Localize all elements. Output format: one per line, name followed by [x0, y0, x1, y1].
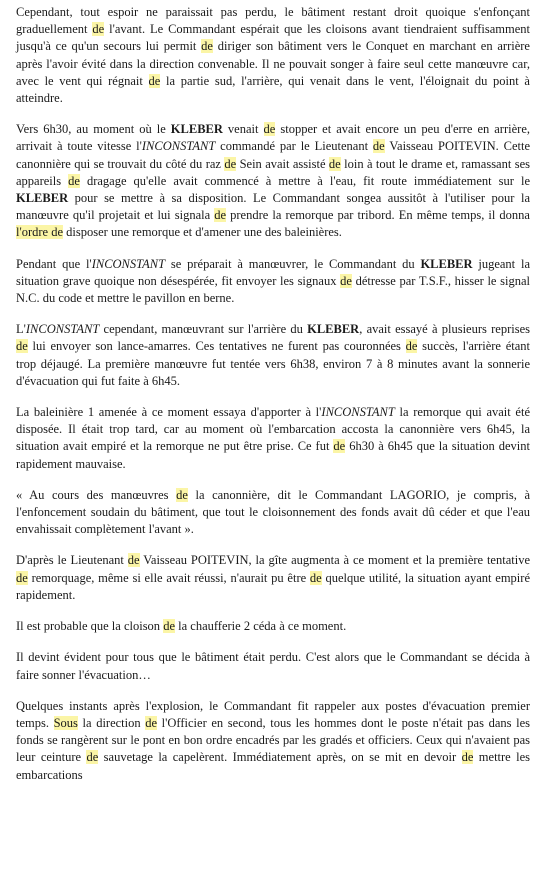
text-run: Vers 6h30, au moment où le — [16, 122, 171, 137]
highlighted-word: de — [461, 750, 474, 765]
text-run: Vaisseau POITEVIN, la gîte augmenta à ce moment et la première tentative — [139, 553, 530, 568]
text-run: Vaisseau POITEVIN. Cette canonnière qui se trouvait du côté du raz — [16, 139, 530, 171]
text-run: remorquage, même si elle avait réussi, n'aurait pu être — [27, 570, 310, 585]
text-run: détresse par T.S.F., hisser le signal N.C. du code et mettre le pavillon en berne. — [16, 273, 530, 306]
paragraph — [16, 618, 530, 635]
highlighted-word: de — [340, 273, 352, 288]
text-run: Pendant que l' — [16, 256, 92, 271]
ship-name-bold: KLEBER — [307, 322, 360, 337]
text-run: stopper et avait encore un peu d'erre en arrière, arrivait à toute vitesse l' — [16, 122, 530, 154]
text-run: disposer une remorque et d'amener une des baleinières. — [63, 225, 342, 240]
highlighted-word: de — [201, 39, 213, 54]
highlighted-word: de — [68, 173, 80, 188]
text-run: succès, l'arrière étant trop déjaugé. La première manœuvre fut tentée vers 6h38, environ 7 à 8 minutes avant la sonnerie d'évacuation qui fut faite à 6h45. — [16, 339, 530, 388]
highlighted-word: de — [328, 156, 341, 171]
text-run: dragage qu'elle avait commencé à mettre à l'eau, fit route immédiatement sur le — [79, 173, 530, 188]
text-run: quelque utilité, la situation ayant empiré rapidement. — [16, 570, 530, 602]
text-run: la canonnière, dit le Commandant LAGORIO, je compris, à l'enfoncement soudain du bâtiment, que tout le cloisonnement des fonds avait dû céder et que l'eau envahissait complètement l'avant ». — [16, 487, 530, 537]
highlighted-word: de — [176, 487, 188, 502]
text-run: sauvetage la capelèrent. Immédiatement après, on se mit en devoir — [98, 750, 462, 765]
paragraph — [16, 321, 530, 390]
paragraph — [16, 649, 530, 683]
ship-name-italic: INCONSTANT — [321, 405, 395, 420]
text-run: la partie sud, l'arrière, qui venait dans le vent, l'éloignait du point à atteindre. — [16, 73, 530, 106]
ship-name-italic: INCONSTANT — [141, 139, 216, 154]
text-run: lui envoyer son lance-amarres. Ces tentatives ne furent pas couronnées — [27, 339, 406, 354]
highlighted-word: de — [92, 22, 105, 37]
text-run: prendre la remorque par tribord. En même temps, il donna — [226, 208, 530, 223]
paragraph — [16, 698, 530, 784]
ship-name-bold: KLEBER — [420, 256, 473, 271]
text-run: l'avant. Le Commandant espérait que les cloisons avant tiendraient suffisamment jusqu'à ce qu'un secours lui permit — [16, 22, 531, 54]
text-run: 6h30 à 6h45 que la situation devint rapidement mauvaise. — [16, 439, 530, 471]
paragraph — [16, 256, 530, 308]
text-run: « Au cours des manœuvres — [16, 487, 177, 502]
highlighted-word: de — [263, 122, 276, 137]
text-run: , avait essayé à plusieurs reprises — [359, 322, 530, 337]
text-run: L' — [16, 322, 26, 337]
highlighted-word: de — [148, 73, 161, 88]
text-run: l'Officier en second, tous les hommes dont le poste n'était pas dans les fonds se rangèrent sur le pont en bon ordre encadrés par les gradés et officiers. Ceux qui n'avaient pas leur ceinture — [16, 715, 530, 765]
paragraph — [16, 487, 530, 539]
ship-name-italic: INCONSTANT — [91, 256, 166, 271]
highlighted-word: Sous — [53, 715, 78, 730]
text-run: loin à tout le drame et, ramassant ses appareils — [16, 156, 531, 188]
text-run: diriger son bâtiment vers le Conquet en marchant en arrière après l'avoir évité dans la direction convenable. Il ne pouvait songer à faire seul cette manœuvre car, avec le vent qui régnait — [16, 39, 530, 88]
text-run: venait — [222, 122, 264, 137]
text-run: Quelques instants après l'explosion, le Commandant fit rappeler aux postes d'évacuation premier temps. — [16, 698, 530, 730]
highlighted-word: de — [372, 139, 385, 154]
highlighted-word: de — [127, 553, 140, 568]
highlighted-word: de — [16, 339, 28, 354]
paragraph — [16, 404, 530, 473]
paragraph — [16, 121, 530, 241]
text-run: pour se mettre à sa disposition. Le Commandant songea aussitôt à l'utiliser pour la manœuvre qu'il projetait et lui signala — [16, 191, 530, 223]
highlighted-word: de — [163, 619, 175, 634]
text-run: Il devint évident pour tous que le bâtiment était perdu. C'est alors que le Commandant se décida à faire sonner l'évacuation… — [16, 650, 530, 682]
paragraph — [16, 552, 530, 604]
text-run: Cependant, tout espoir ne paraissait pas perdu, le bâtiment restant droit quoique s'enfonçant graduellement — [16, 5, 530, 37]
highlighted-word: l'ordre de — [16, 225, 64, 240]
text-run: La baleinière 1 amenée à ce moment essaya d'apporter à l' — [16, 405, 322, 420]
ship-name-bold: KLEBER — [16, 191, 69, 206]
text-run: mettre les embarcations — [16, 750, 530, 782]
text-run: la remorque qui avait été disposée. Il était trop tard, car au moment où l'embarcation accosta la canonnière vers 6h45, la situation avait empiré et la remorque ne put être prise. Ce fut — [16, 405, 530, 454]
highlighted-word: de — [309, 570, 322, 585]
ship-name-italic: INCONSTANT — [25, 322, 100, 337]
text-run: Sein avait assisté — [236, 156, 329, 171]
text-run: cependant, manœuvrant sur l'arrière du — [99, 322, 308, 337]
text-run: la chaufferie 2 céda à ce moment. — [175, 619, 347, 634]
text-run: Il est probable que la cloison — [16, 619, 164, 634]
text-run: jugeant la situation grave quoique non désespérée, fit envoyer les signaux — [16, 256, 530, 288]
highlighted-word: de — [214, 208, 227, 223]
highlighted-word: de — [405, 339, 418, 354]
highlighted-word: de — [16, 570, 28, 585]
text-run: la direction — [77, 715, 146, 730]
highlighted-word: de — [145, 715, 158, 730]
highlighted-word: de — [86, 750, 99, 765]
paragraph — [16, 4, 530, 107]
text-run: D'après le Lieutenant — [16, 553, 128, 568]
text-run: se préparait à manœuvrer, le Commandant du — [165, 256, 421, 271]
highlighted-word: de — [333, 439, 346, 454]
ship-name-bold: KLEBER — [170, 122, 223, 137]
highlighted-word: de — [224, 156, 237, 171]
text-run: commandé par le Lieutenant — [215, 139, 373, 154]
